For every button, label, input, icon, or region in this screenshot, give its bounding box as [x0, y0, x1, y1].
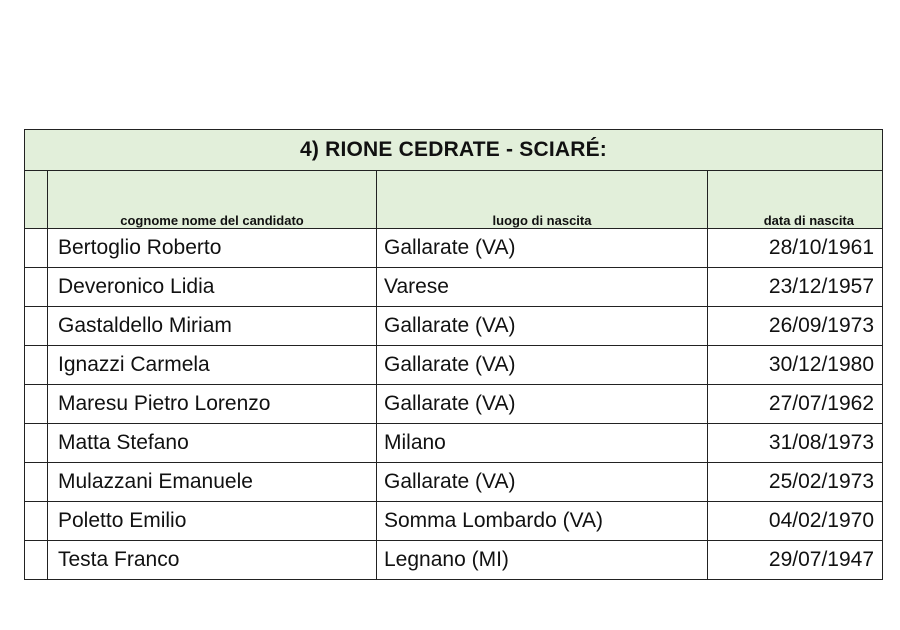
- birthplace-cell: Somma Lombardo (VA): [377, 502, 708, 541]
- header-row: [25, 171, 883, 229]
- table-row: [25, 307, 883, 346]
- header-place: luogo di nascita: [377, 171, 708, 229]
- candidates-table: [24, 129, 883, 580]
- birthplace-cell: Gallarate (VA): [377, 229, 708, 268]
- candidate-name-cell: Gastaldello Miriam: [48, 307, 377, 346]
- header-spacer-cell: [25, 171, 48, 229]
- table-row: [25, 385, 883, 424]
- title-row: [25, 130, 883, 171]
- row-spacer-cell: [25, 268, 48, 307]
- row-spacer-cell: [25, 502, 48, 541]
- table-row: [25, 502, 883, 541]
- candidate-name-cell: Testa Franco: [48, 541, 377, 580]
- table-title: 4) RIONE CEDRATE - SCIARÉ:: [25, 130, 883, 171]
- birthdate-cell: 25/02/1973: [708, 463, 883, 502]
- candidate-name-cell: Poletto Emilio: [48, 502, 377, 541]
- row-spacer-cell: [25, 541, 48, 580]
- header-name: cognome nome del candidato: [48, 171, 377, 229]
- row-spacer-cell: [25, 424, 48, 463]
- table-row: [25, 541, 883, 580]
- birthdate-cell: 27/07/1962: [708, 385, 883, 424]
- candidate-name-cell: Matta Stefano: [48, 424, 377, 463]
- birthplace-cell: Gallarate (VA): [377, 346, 708, 385]
- birthdate-cell: 04/02/1970: [708, 502, 883, 541]
- table-row: [25, 463, 883, 502]
- table-row: [25, 424, 883, 463]
- row-spacer-cell: [25, 346, 48, 385]
- candidate-name-cell: Ignazzi Carmela: [48, 346, 377, 385]
- birthdate-cell: 30/12/1980: [708, 346, 883, 385]
- birthdate-cell: 28/10/1961: [708, 229, 883, 268]
- row-spacer-cell: [25, 463, 48, 502]
- header-date: data di nascita: [708, 171, 883, 229]
- candidate-name-cell: Maresu Pietro Lorenzo: [48, 385, 377, 424]
- birthplace-cell: Gallarate (VA): [377, 385, 708, 424]
- birthplace-cell: Gallarate (VA): [377, 463, 708, 502]
- birthplace-cell: Milano: [377, 424, 708, 463]
- birthdate-cell: 23/12/1957: [708, 268, 883, 307]
- candidate-name-cell: Bertoglio Roberto: [48, 229, 377, 268]
- candidate-name-cell: Mulazzani Emanuele: [48, 463, 377, 502]
- birthdate-cell: 31/08/1973: [708, 424, 883, 463]
- table-row: [25, 346, 883, 385]
- table-row: [25, 268, 883, 307]
- birthplace-cell: Legnano (MI): [377, 541, 708, 580]
- candidate-name-cell: Deveronico Lidia: [48, 268, 377, 307]
- table-row: [25, 229, 883, 268]
- birthdate-cell: 29/07/1947: [708, 541, 883, 580]
- row-spacer-cell: [25, 385, 48, 424]
- birthdate-cell: 26/09/1973: [708, 307, 883, 346]
- candidates-table-wrapper: [24, 129, 882, 580]
- row-spacer-cell: [25, 307, 48, 346]
- row-spacer-cell: [25, 229, 48, 268]
- birthplace-cell: Gallarate (VA): [377, 307, 708, 346]
- birthplace-cell: Varese: [377, 268, 708, 307]
